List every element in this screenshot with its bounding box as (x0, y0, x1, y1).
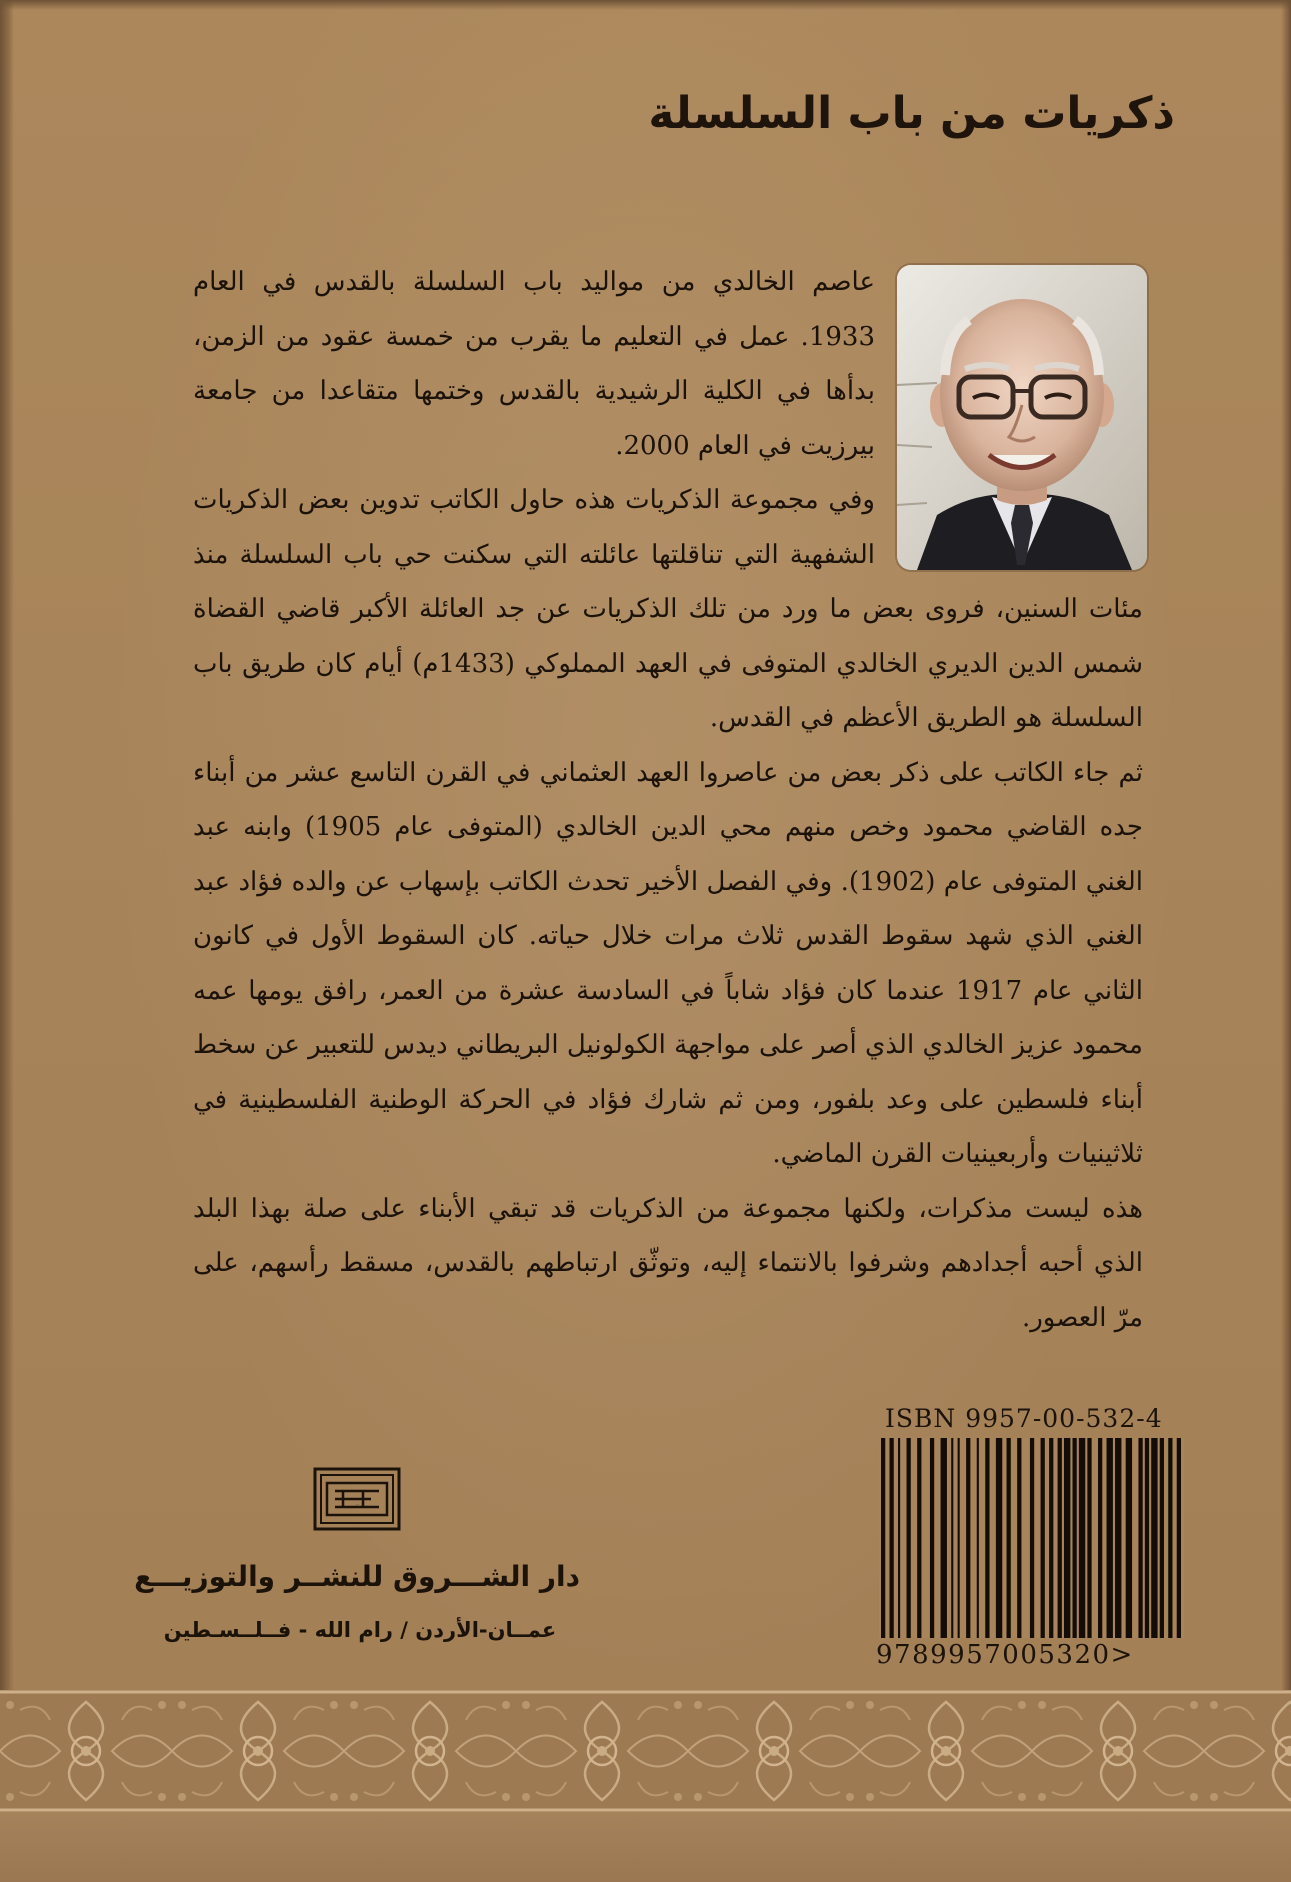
barcode-bar (1145, 1438, 1149, 1638)
barcode-arrow: > (1110, 1640, 1134, 1670)
barcode-bar (1007, 1438, 1011, 1638)
barcode-bar (881, 1438, 885, 1638)
barcode-bar (1177, 1438, 1181, 1638)
book-title: ذكريات من باب السلسلة (648, 88, 1175, 139)
barcode-bar (951, 1438, 953, 1638)
barcode-bar (1030, 1438, 1034, 1638)
barcode-bar (1041, 1438, 1045, 1638)
isbn-label: ISBN 9957-00-532-4 (885, 1404, 1163, 1433)
spine-edge (0, 0, 14, 1882)
barcode-bar (966, 1438, 970, 1638)
barcode-bar (985, 1438, 989, 1638)
barcode-bar (1168, 1438, 1172, 1638)
barcode-bar (1107, 1438, 1113, 1638)
publisher-name: دار الشـــروق للنشــر والتوزيـــع (134, 1560, 580, 1593)
barcode-bar (930, 1438, 934, 1638)
barcode-bar (1087, 1438, 1091, 1638)
barcode-bar (1017, 1438, 1021, 1638)
barcode-bar (898, 1438, 900, 1638)
right-edge (1281, 0, 1291, 1882)
barcode-bar (1115, 1438, 1121, 1638)
publisher-logo (313, 1467, 401, 1531)
barcode-bar (996, 1438, 1002, 1638)
author-blurb (193, 255, 1143, 1345)
publisher-location: عمــان-الأردن / رام الله - فــلــسـطين (163, 1618, 557, 1642)
barcode-bar (1058, 1438, 1062, 1638)
publisher-logo-text: الشروق (355, 1505, 359, 1506)
top-edge (0, 0, 1291, 10)
ornamental-border (0, 1690, 1291, 1812)
barcode-bar (1160, 1438, 1164, 1638)
barcode-bar (917, 1438, 921, 1638)
blurb-paragraph: ثم جاء الكاتب على ذكر بعض من عاصروا العهد العثماني في القرن التاسع عشر من أبناء جده القاضي محمود وخص منهم محي الدين الخالدي (المتوفى عام 1905) وابنه عبد الغني المتوفى عام (1902). وفي الفصل الأخير تحدث الكاتب بإسهاب عن والده فؤاد عبد الغني الذي شهد سقوط القدس ثلاث مرات خلال حياته. كان السقوط الأول في كانون الثاني عام 1917 عندما كان فؤاد شاباً في السادسة عشرة من العمر، رافق يومها عمه محمود عزيز الخالدي الذي أصر على مواجهة الكولونيل البريطاني ديدس للتعبير عن سخط أبناء فلسطين على وعد بلفور، ومن ثم شارك فؤاد في الحركة الوطنية الفلسطينية في ثلاثينيات وأربعينيات القرن الماضي. (193, 757, 1144, 1169)
barcode-digits: 9789957005320 (876, 1640, 1111, 1670)
barcode-bar (977, 1438, 979, 1638)
blurb-paragraph: وفي مجموعة الذكريات هذه حاول الكاتب تدوين بعض الذكريات الشفهية التي تناقلتها عائلته التي سكنت حي باب السلسلة منذ مئات السنين، فروى بعض ما ورد من تلك الذكريات عن جد العائلة الأكبر قاضي القضاة شمس الدين الديري الخالدي المتوفى في العهد المملوكي (1433م) أيام كان طريق باب السلسلة هو الطريق الأعظم في القدس. (193, 485, 1143, 733)
barcode-bar (958, 1438, 960, 1638)
barcode-bar (890, 1438, 894, 1638)
blurb-paragraph: عاصم الخالدي من مواليد باب السلسلة بالقدس في العام 1933. عمل في التعليم ما يقرب من خمسة عقود من الزمن، بدأها في الكلية الرشيدية بالقدس وختمها متقاعدا من جامعة بيرزيت في العام 2000. (193, 267, 875, 461)
barcode-bar (1098, 1438, 1102, 1638)
barcode-bar (1064, 1438, 1070, 1638)
barcode-bar (1151, 1438, 1157, 1638)
bottom-strip (0, 1812, 1291, 1882)
barcode-bar (907, 1438, 911, 1638)
barcode-number (876, 1640, 1206, 1670)
barcode-bar (1049, 1438, 1053, 1638)
barcode-bar (1079, 1438, 1085, 1638)
isbn-barcode (879, 1438, 1184, 1638)
barcode-bar (941, 1438, 947, 1638)
blurb-paragraph: هذه ليست مذكرات، ولكنها مجموعة من الذكريات قد تبقي الأبناء على صلة بهذا البلد الذي أحبه أجدادهم وشرفوا بالانتماء إليه، وتوثّق ارتباطهم بالقدس، مسقط رأسهم، على مرّ العصور. (193, 1193, 1143, 1333)
barcode-bar (1126, 1438, 1132, 1638)
barcode-bar (1138, 1438, 1142, 1638)
barcode-bar (1072, 1438, 1076, 1638)
